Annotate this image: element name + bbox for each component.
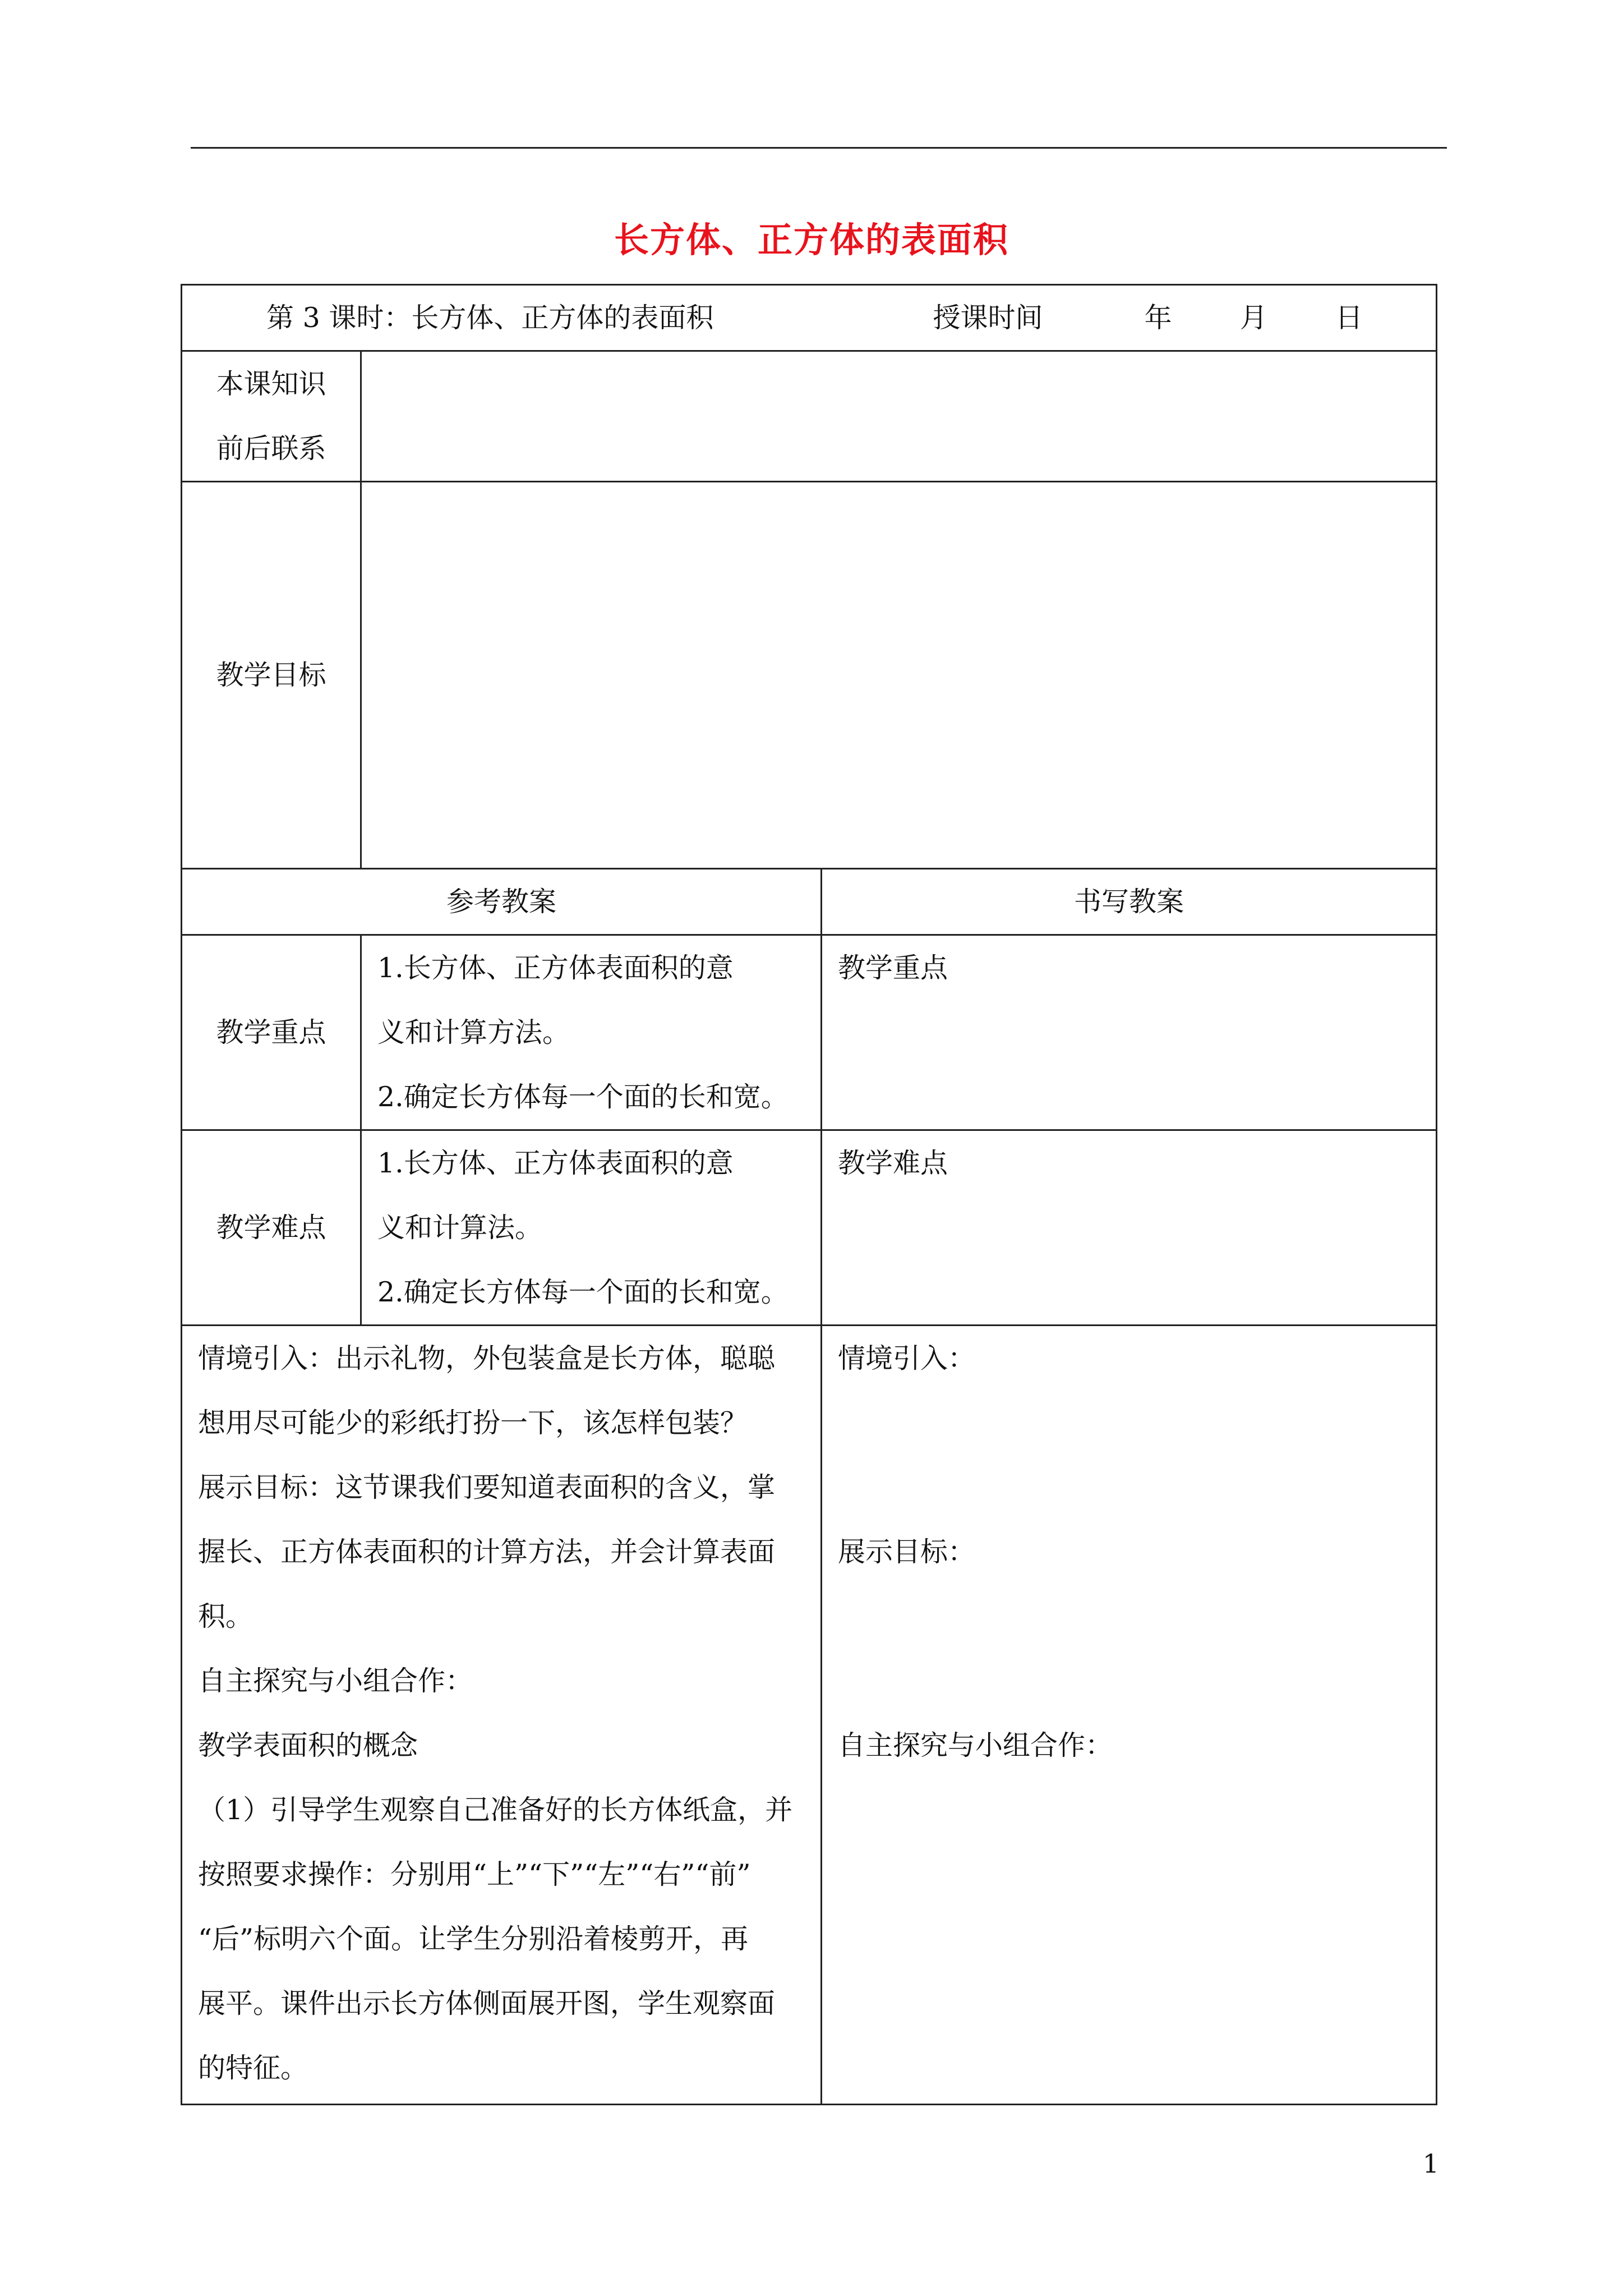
difficulties-label: 教学难点 [182, 1130, 361, 1326]
page-title: 长方体、正方体的表面积 [614, 219, 1009, 260]
process-line: 教学表面积的概念 [198, 1729, 418, 1761]
knowledge-content [361, 351, 1437, 482]
lesson-header-row [182, 285, 1437, 351]
difficulty-line: 2.确定长方体每一个面的长和宽。 [377, 1276, 789, 1308]
key-points-row [182, 935, 1437, 1130]
difficulty-line: 1.长方体、正方体表面积的意 [377, 1147, 734, 1179]
difficulties-written: 教学难点 [822, 1130, 1437, 1326]
written-goals-label: 展示目标： [838, 1536, 976, 1568]
day-label: 日 [1335, 302, 1363, 334]
written-intro-label: 情境引入： [838, 1342, 976, 1374]
knowledge-row [182, 351, 1437, 482]
process-line: 按照要求操作：分别用“上”“下”“左”“右”“前” [198, 1858, 751, 1890]
class-time-label: 授课时间 [933, 302, 1043, 334]
objectives-content [361, 482, 1437, 869]
page-number: 1 [1422, 2148, 1439, 2179]
year-label: 年 [1144, 302, 1172, 334]
process-row [182, 1326, 1437, 2105]
lesson-title: 第 3 课时：长方体、正方体的表面积 [266, 302, 714, 334]
key-points-content [361, 935, 822, 1130]
process-line: 握长、正方体表面积的计算方法，并会计算表面 [198, 1536, 776, 1568]
objectives-row [182, 482, 1437, 869]
process-line: 展示目标：这节课我们要知道表面积的含义，掌 [198, 1471, 776, 1503]
plan-header-row [182, 869, 1437, 935]
written-plan-heading: 书写教案 [822, 869, 1437, 935]
process-line: “后”标明六个面。让学生分别沿着棱剪开，再 [198, 1923, 749, 1955]
process-line: 情境引入：出示礼物，外包装盒是长方体，聪聪 [198, 1342, 776, 1374]
process-line: 自主探究与小组合作： [198, 1665, 473, 1697]
process-line: 积。 [198, 1600, 253, 1632]
difficulties-content [361, 1130, 822, 1326]
process-line: （1）引导学生观察自己准备好的长方体纸盒，并 [198, 1794, 793, 1826]
difficulty-line: 义和计算法。 [377, 1212, 543, 1244]
key-points-written: 教学重点 [822, 935, 1437, 1130]
knowledge-label: 本课知识 前后联系 [182, 351, 361, 482]
process-written-content [822, 1326, 1437, 2105]
key-point-line: 1.长方体、正方体表面积的意 [377, 952, 734, 984]
reference-plan-heading: 参考教案 [182, 869, 822, 935]
written-explore-label: 自主探究与小组合作： [838, 1729, 1113, 1761]
process-line: 展平。课件出示长方体侧面展开图，学生观察面 [198, 1987, 776, 2019]
difficulties-row [182, 1130, 1437, 1326]
key-point-line: 义和计算方法。 [377, 1016, 570, 1048]
objectives-label: 教学目标 [182, 482, 361, 869]
process-line: 想用尽可能少的彩纸打扮一下，该怎样包装？ [198, 1407, 748, 1439]
lesson-plan-table [181, 284, 1437, 2105]
key-points-label: 教学重点 [182, 935, 361, 1130]
month-label: 月 [1239, 302, 1267, 334]
process-reference-content [182, 1326, 822, 2105]
key-point-line: 2.确定长方体每一个面的长和宽。 [377, 1081, 789, 1113]
header-rule [191, 147, 1447, 149]
process-line: 的特征。 [198, 2052, 308, 2084]
